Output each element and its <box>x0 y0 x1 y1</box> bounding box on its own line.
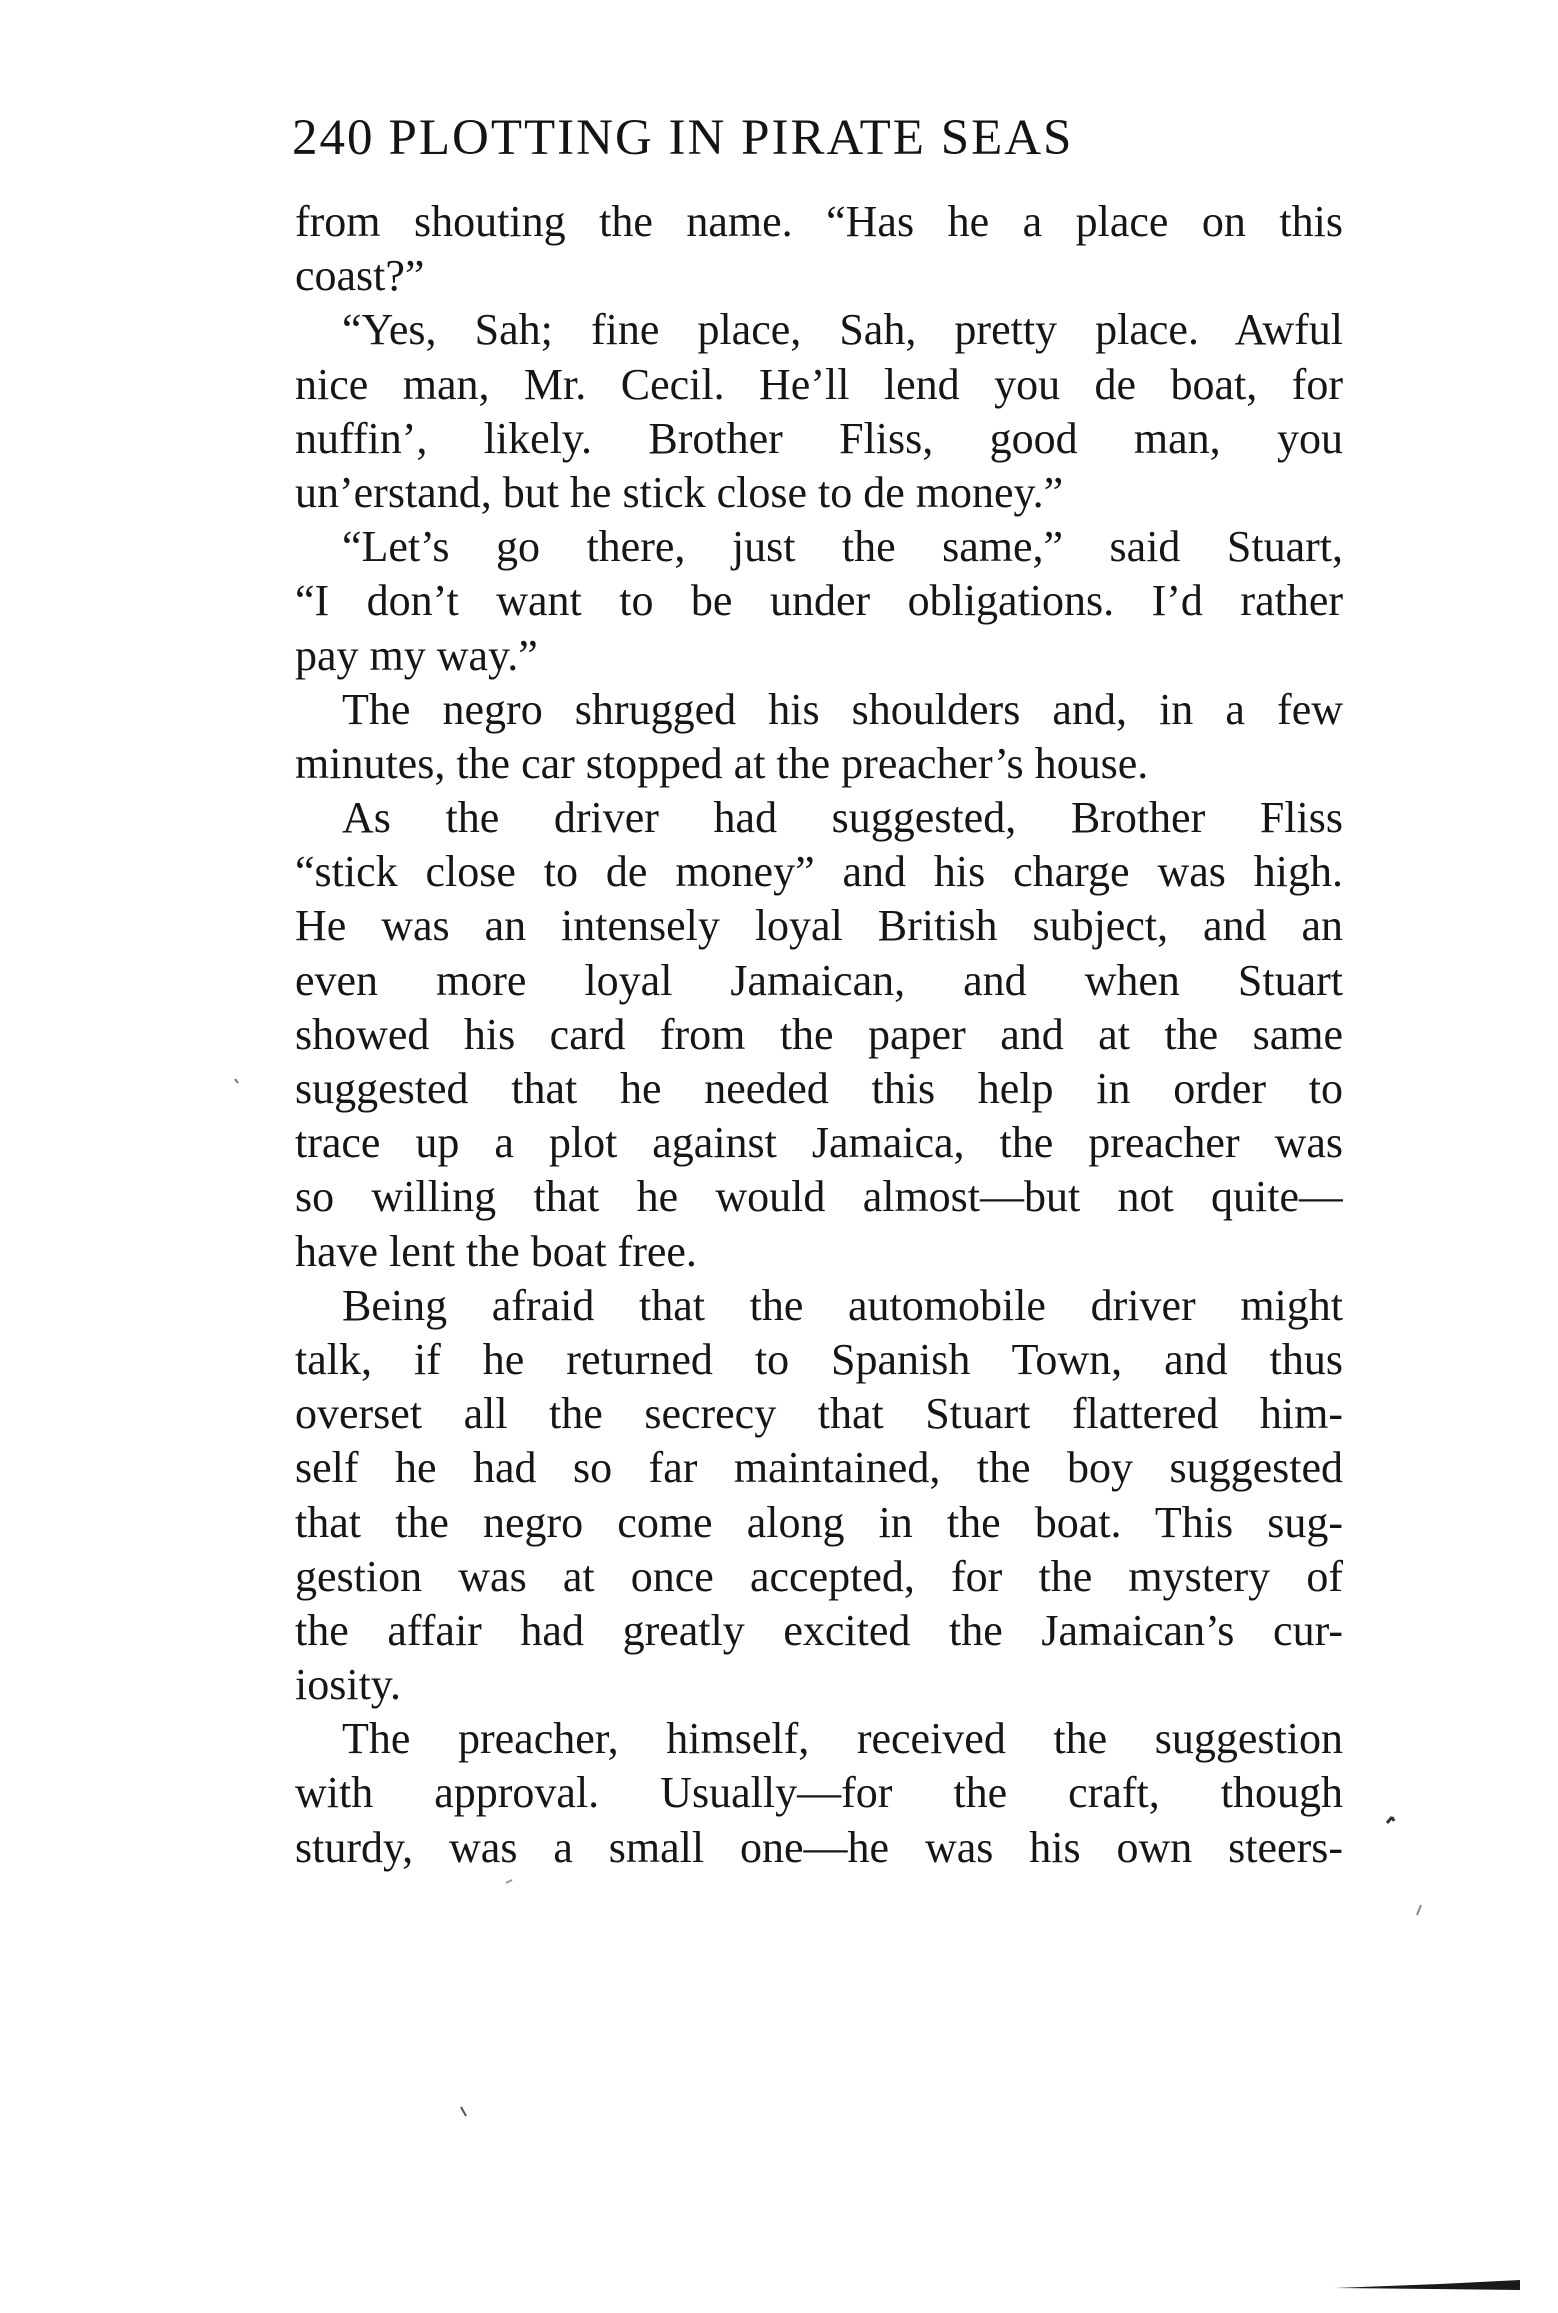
text-line: even more loyal Jamaican, and when Stuart <box>295 955 1343 1005</box>
text-line: iosity. <box>295 1660 401 1710</box>
text-line: “stick close to de money” and his charge was high. <box>295 847 1343 897</box>
text-line: The preacher, himself, received the suggestion <box>342 1714 1343 1764</box>
book-title: PLOTTING IN PIRATE SEAS <box>388 110 1074 166</box>
ink-speck <box>235 1079 238 1083</box>
ink-speck <box>1417 1905 1421 1915</box>
text-line: “Yes, Sah; fine place, Sah, pretty place. Awful <box>342 305 1343 355</box>
ink-speck <box>1387 1817 1394 1823</box>
text-line: nuffin’, likely. Brother Fliss, good man, you <box>295 413 1343 463</box>
text-line: “Let’s go there, just the same,” said Stuart, <box>342 522 1343 572</box>
text-line: sturdy, was a small one—he was his own steers- <box>295 1822 1343 1872</box>
text-line: the affair had greatly excited the Jamaican’s cur- <box>295 1605 1343 1655</box>
text-line: minutes, the car stopped at the preacher’s house. <box>295 738 1149 788</box>
ink-speck <box>506 1880 512 1883</box>
text-line: have lent the boat free. <box>295 1226 697 1276</box>
text-line: showed his card from the paper and at the same <box>295 1009 1343 1059</box>
body-text <box>295 195 1343 1875</box>
text-line: pay my way.” <box>295 630 538 680</box>
text-line: self he had so far maintained, the boy suggested <box>295 1443 1343 1493</box>
page-number: 240 <box>292 110 375 166</box>
text-line: gestion was at once accepted, for the mystery of <box>295 1551 1343 1601</box>
text-line: Being afraid that the automobile driver might <box>342 1280 1343 1330</box>
text-line: trace up a plot against Jamaica, the preacher was <box>295 1118 1343 1168</box>
text-line: “I don’t want to be under obligations. I’d rather <box>295 576 1343 626</box>
text-line: with approval. Usually—for the craft, though <box>295 1768 1343 1818</box>
text-line: nice man, Mr. Cecil. He’ll lend you de boat, for <box>295 359 1343 409</box>
text-line: As the driver had suggested, Brother Fliss <box>342 793 1343 843</box>
text-line: The negro shrugged his shoulders and, in a few <box>342 684 1343 734</box>
text-line: He was an intensely loyal British subject, and an <box>295 901 1343 951</box>
text-line: un’erstand, but he stick close to de money.” <box>295 467 1064 517</box>
text-line: suggested that he needed this help in order to <box>295 1064 1343 1113</box>
edge-shadow <box>1335 2280 1520 2290</box>
text-line: from shouting the name. “Has he a place on this <box>295 197 1343 246</box>
text-line: talk, if he returned to Spanish Town, and thus <box>295 1334 1343 1384</box>
ink-speck <box>461 2107 466 2116</box>
text-line: coast?” <box>295 251 425 301</box>
text-line: overset all the secrecy that Stuart flattered him- <box>295 1389 1343 1439</box>
running-head <box>292 108 1292 168</box>
text-line: so willing that he would almost—but not quite— <box>295 1172 1343 1222</box>
text-line: that the negro come along in the boat. This sug- <box>295 1497 1343 1547</box>
